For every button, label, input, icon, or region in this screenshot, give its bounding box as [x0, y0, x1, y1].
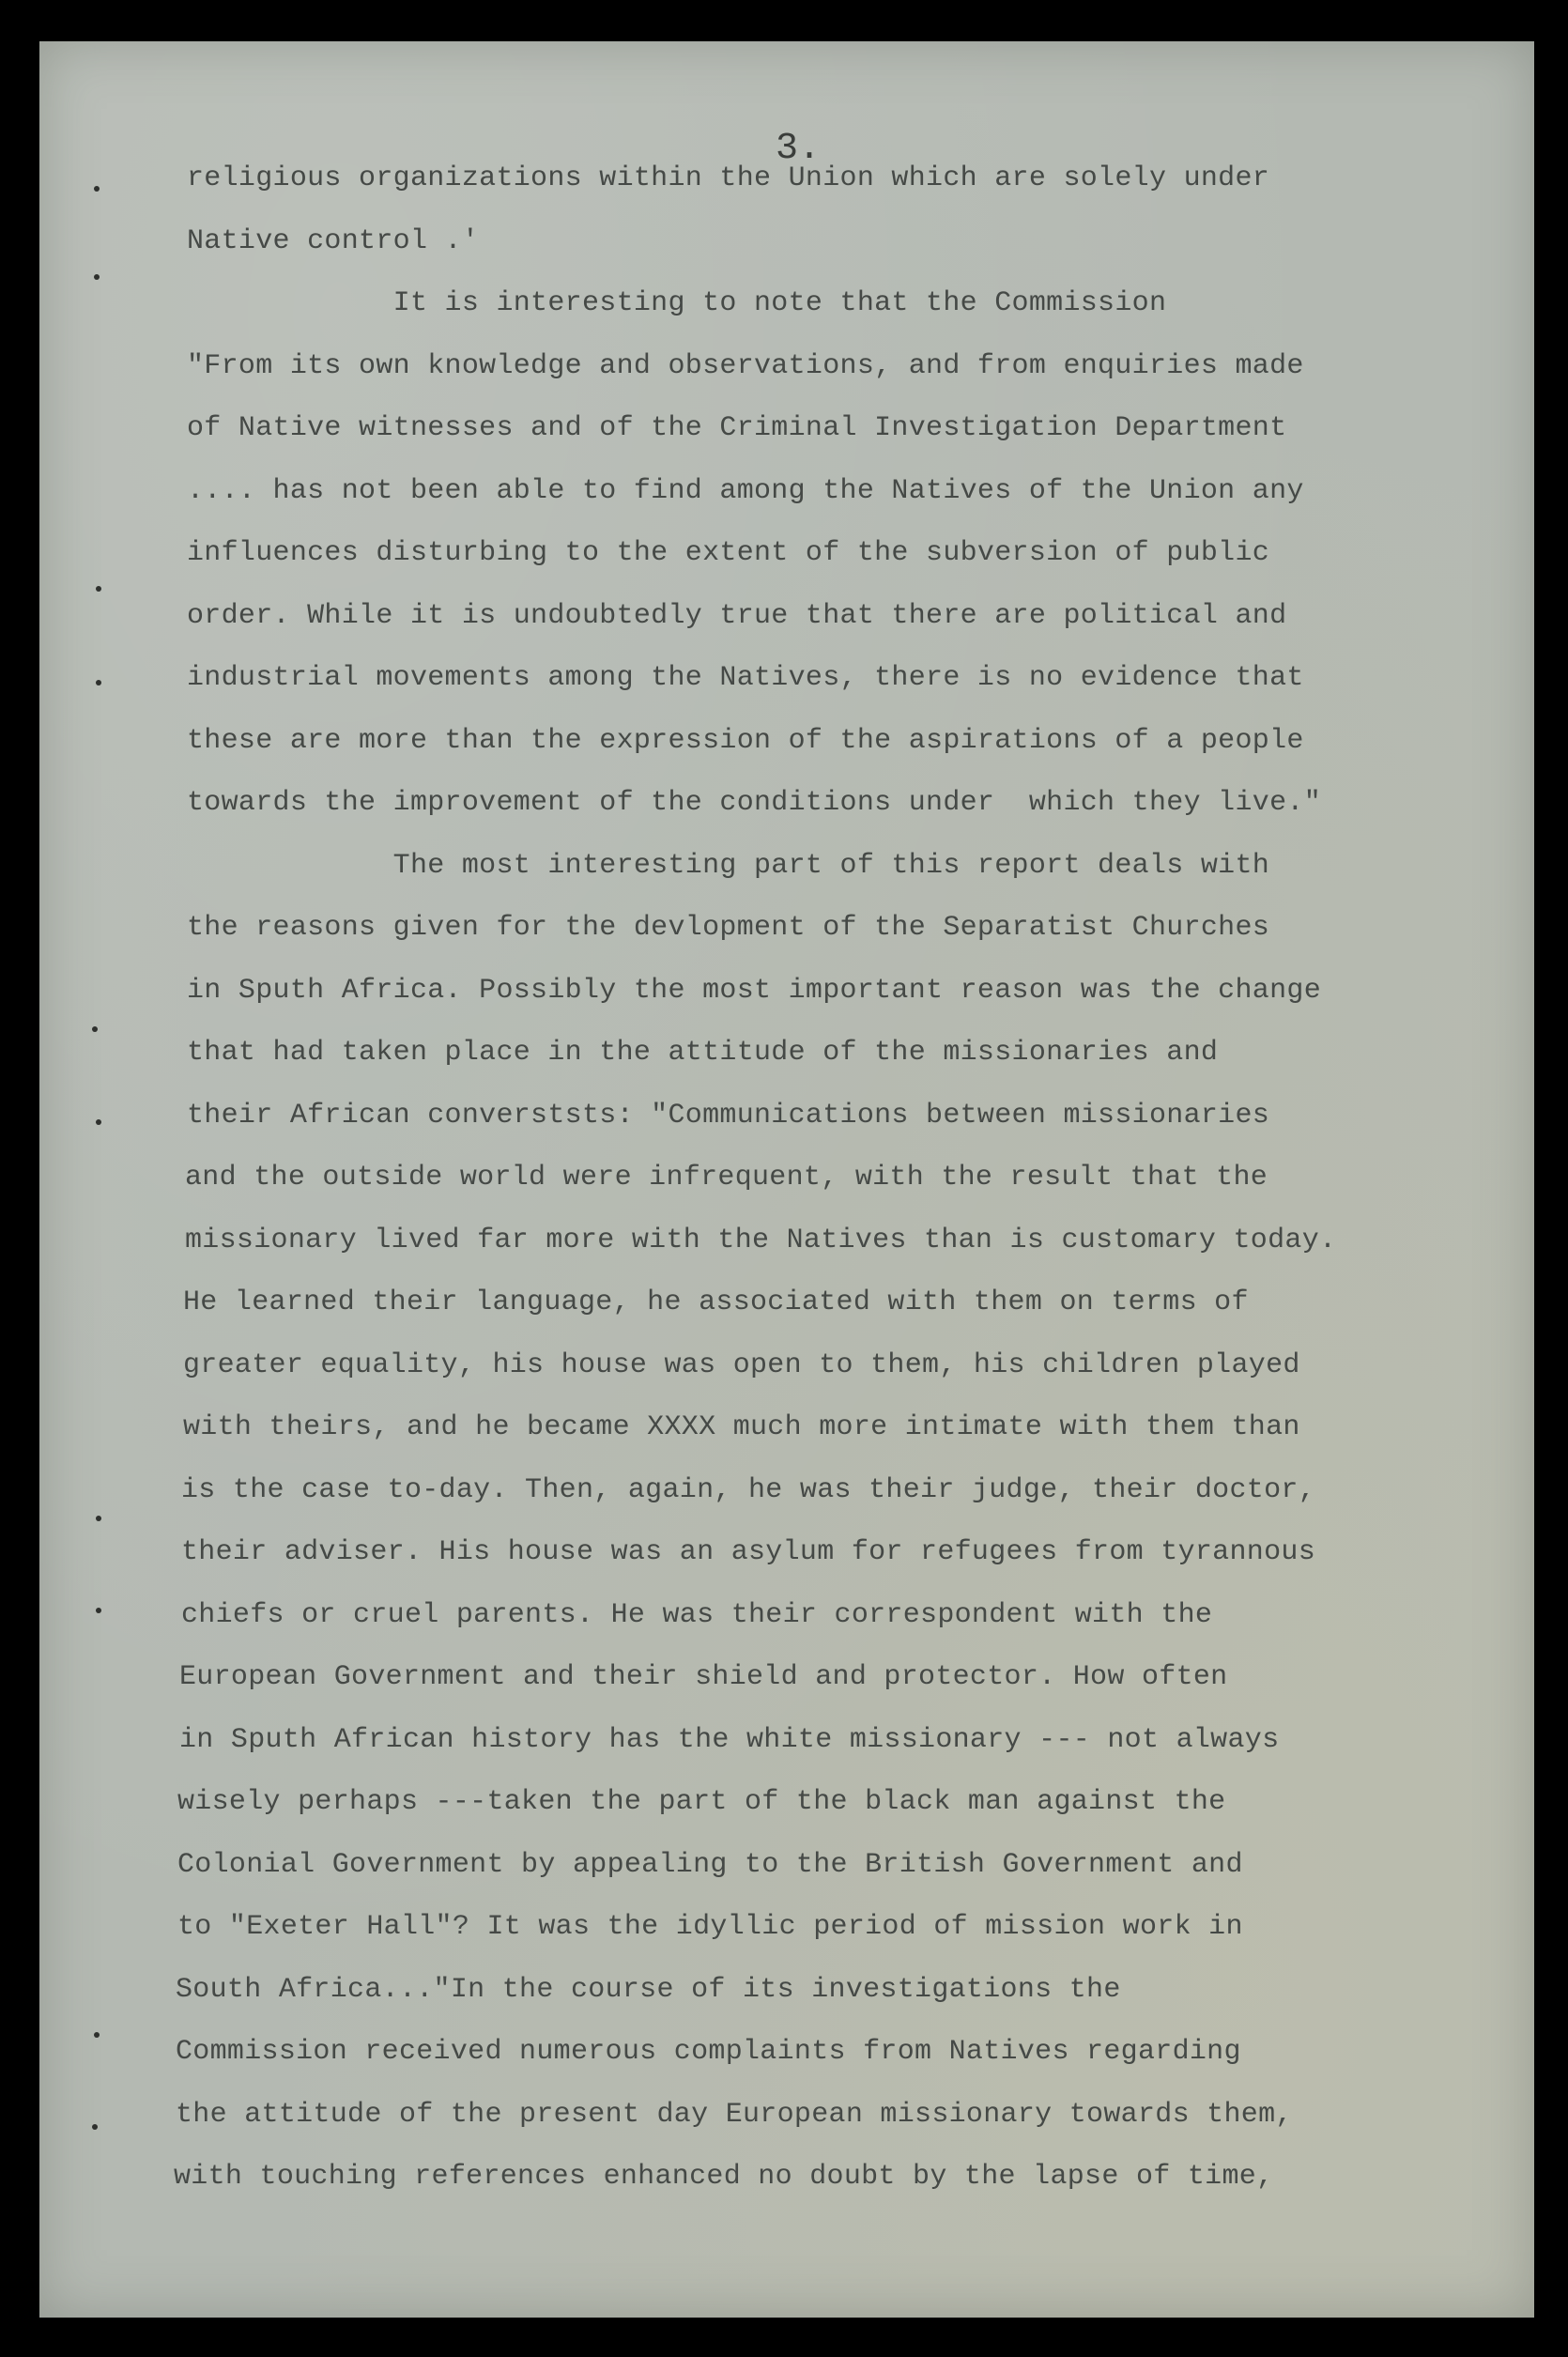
text-line: Commission received numerous complaints from Natives regarding — [176, 2036, 1241, 2068]
text-line: to "Exeter Hall"? It was the idyllic period of mission work in — [177, 1911, 1243, 1943]
text-line: He learned their language, he associated with them on terms of — [183, 1286, 1249, 1318]
punch-mark — [94, 2032, 100, 2038]
punch-mark — [96, 586, 101, 592]
text-line: chiefs or cruel parents. He was their correspondent with the — [181, 1599, 1213, 1631]
text-line: Native control .' — [187, 225, 480, 257]
text-line: order. While it is undoubtedly true that there are political and — [187, 600, 1287, 632]
punch-mark — [92, 2124, 98, 2130]
text-line: It is interesting to note that the Commission — [187, 287, 1167, 319]
text-line: wisely perhaps ---taken the part of the black man against the — [177, 1786, 1226, 1818]
text-line: influences disturbing to the extent of the subversion of public — [187, 537, 1270, 569]
text-line: religious organizations within the Union which are solely under — [187, 162, 1270, 194]
text-line: of Native witnesses and of the Criminal Investigation Department — [187, 412, 1287, 444]
text-line: in Sputh Africa. Possibly the most important reason was the change — [187, 975, 1321, 1007]
punch-mark — [96, 1119, 101, 1125]
text-line: European Government and their shield and protector. How often — [179, 1661, 1228, 1693]
text-line: the attitude of the present day European missionary towards them, — [176, 2099, 1293, 2131]
punch-mark — [96, 680, 101, 686]
text-line: Colonial Government by appealing to the British Government and — [177, 1849, 1243, 1881]
text-line: towards the improvement of the conditions under which they live." — [187, 787, 1321, 819]
text-line: their adviser. His house was an asylum for refugees from tyrannous — [181, 1536, 1315, 1568]
text-line: South Africa..."In the course of its investigations the — [176, 1974, 1121, 2006]
punch-mark — [92, 1026, 98, 1032]
text-line: The most interesting part of this report deals with — [187, 850, 1270, 882]
page-number: 3. — [776, 128, 822, 170]
text-line: and the outside world were infrequent, with the result that the — [185, 1162, 1268, 1194]
punch-mark — [96, 1608, 101, 1613]
punch-mark — [94, 186, 100, 192]
text-line: missionary lived far more with the Natives than is customary today. — [185, 1225, 1337, 1256]
text-line: these are more than the expression of the aspirations of a people — [187, 725, 1304, 757]
text-line: .... has not been able to find among the Natives of the Union any — [187, 475, 1304, 507]
text-line: the reasons given for the devlopment of the Separatist Churches — [187, 912, 1270, 944]
text-line: that had taken place in the attitude of the missionaries and — [187, 1037, 1219, 1069]
document-page — [39, 41, 1534, 2318]
text-line: with touching references enhanced no doubt by the lapse of time, — [174, 2161, 1274, 2193]
text-line: industrial movements among the Natives, there is no evidence that — [187, 662, 1304, 694]
punch-mark — [94, 274, 100, 280]
text-line: greater equality, his house was open to them, his children played — [183, 1349, 1300, 1381]
text-line: is the case to-day. Then, again, he was their judge, their doctor, — [181, 1474, 1315, 1506]
text-line: "From its own knowledge and observations, and from enquiries made — [187, 350, 1304, 382]
text-line: in Sputh African history has the white missionary --- not always — [179, 1724, 1280, 1756]
punch-mark — [96, 1516, 101, 1521]
text-line: their African converststs: "Communications between missionaries — [187, 1100, 1270, 1132]
text-line: with theirs, and he became XXXX much more intimate with them than — [183, 1411, 1300, 1443]
